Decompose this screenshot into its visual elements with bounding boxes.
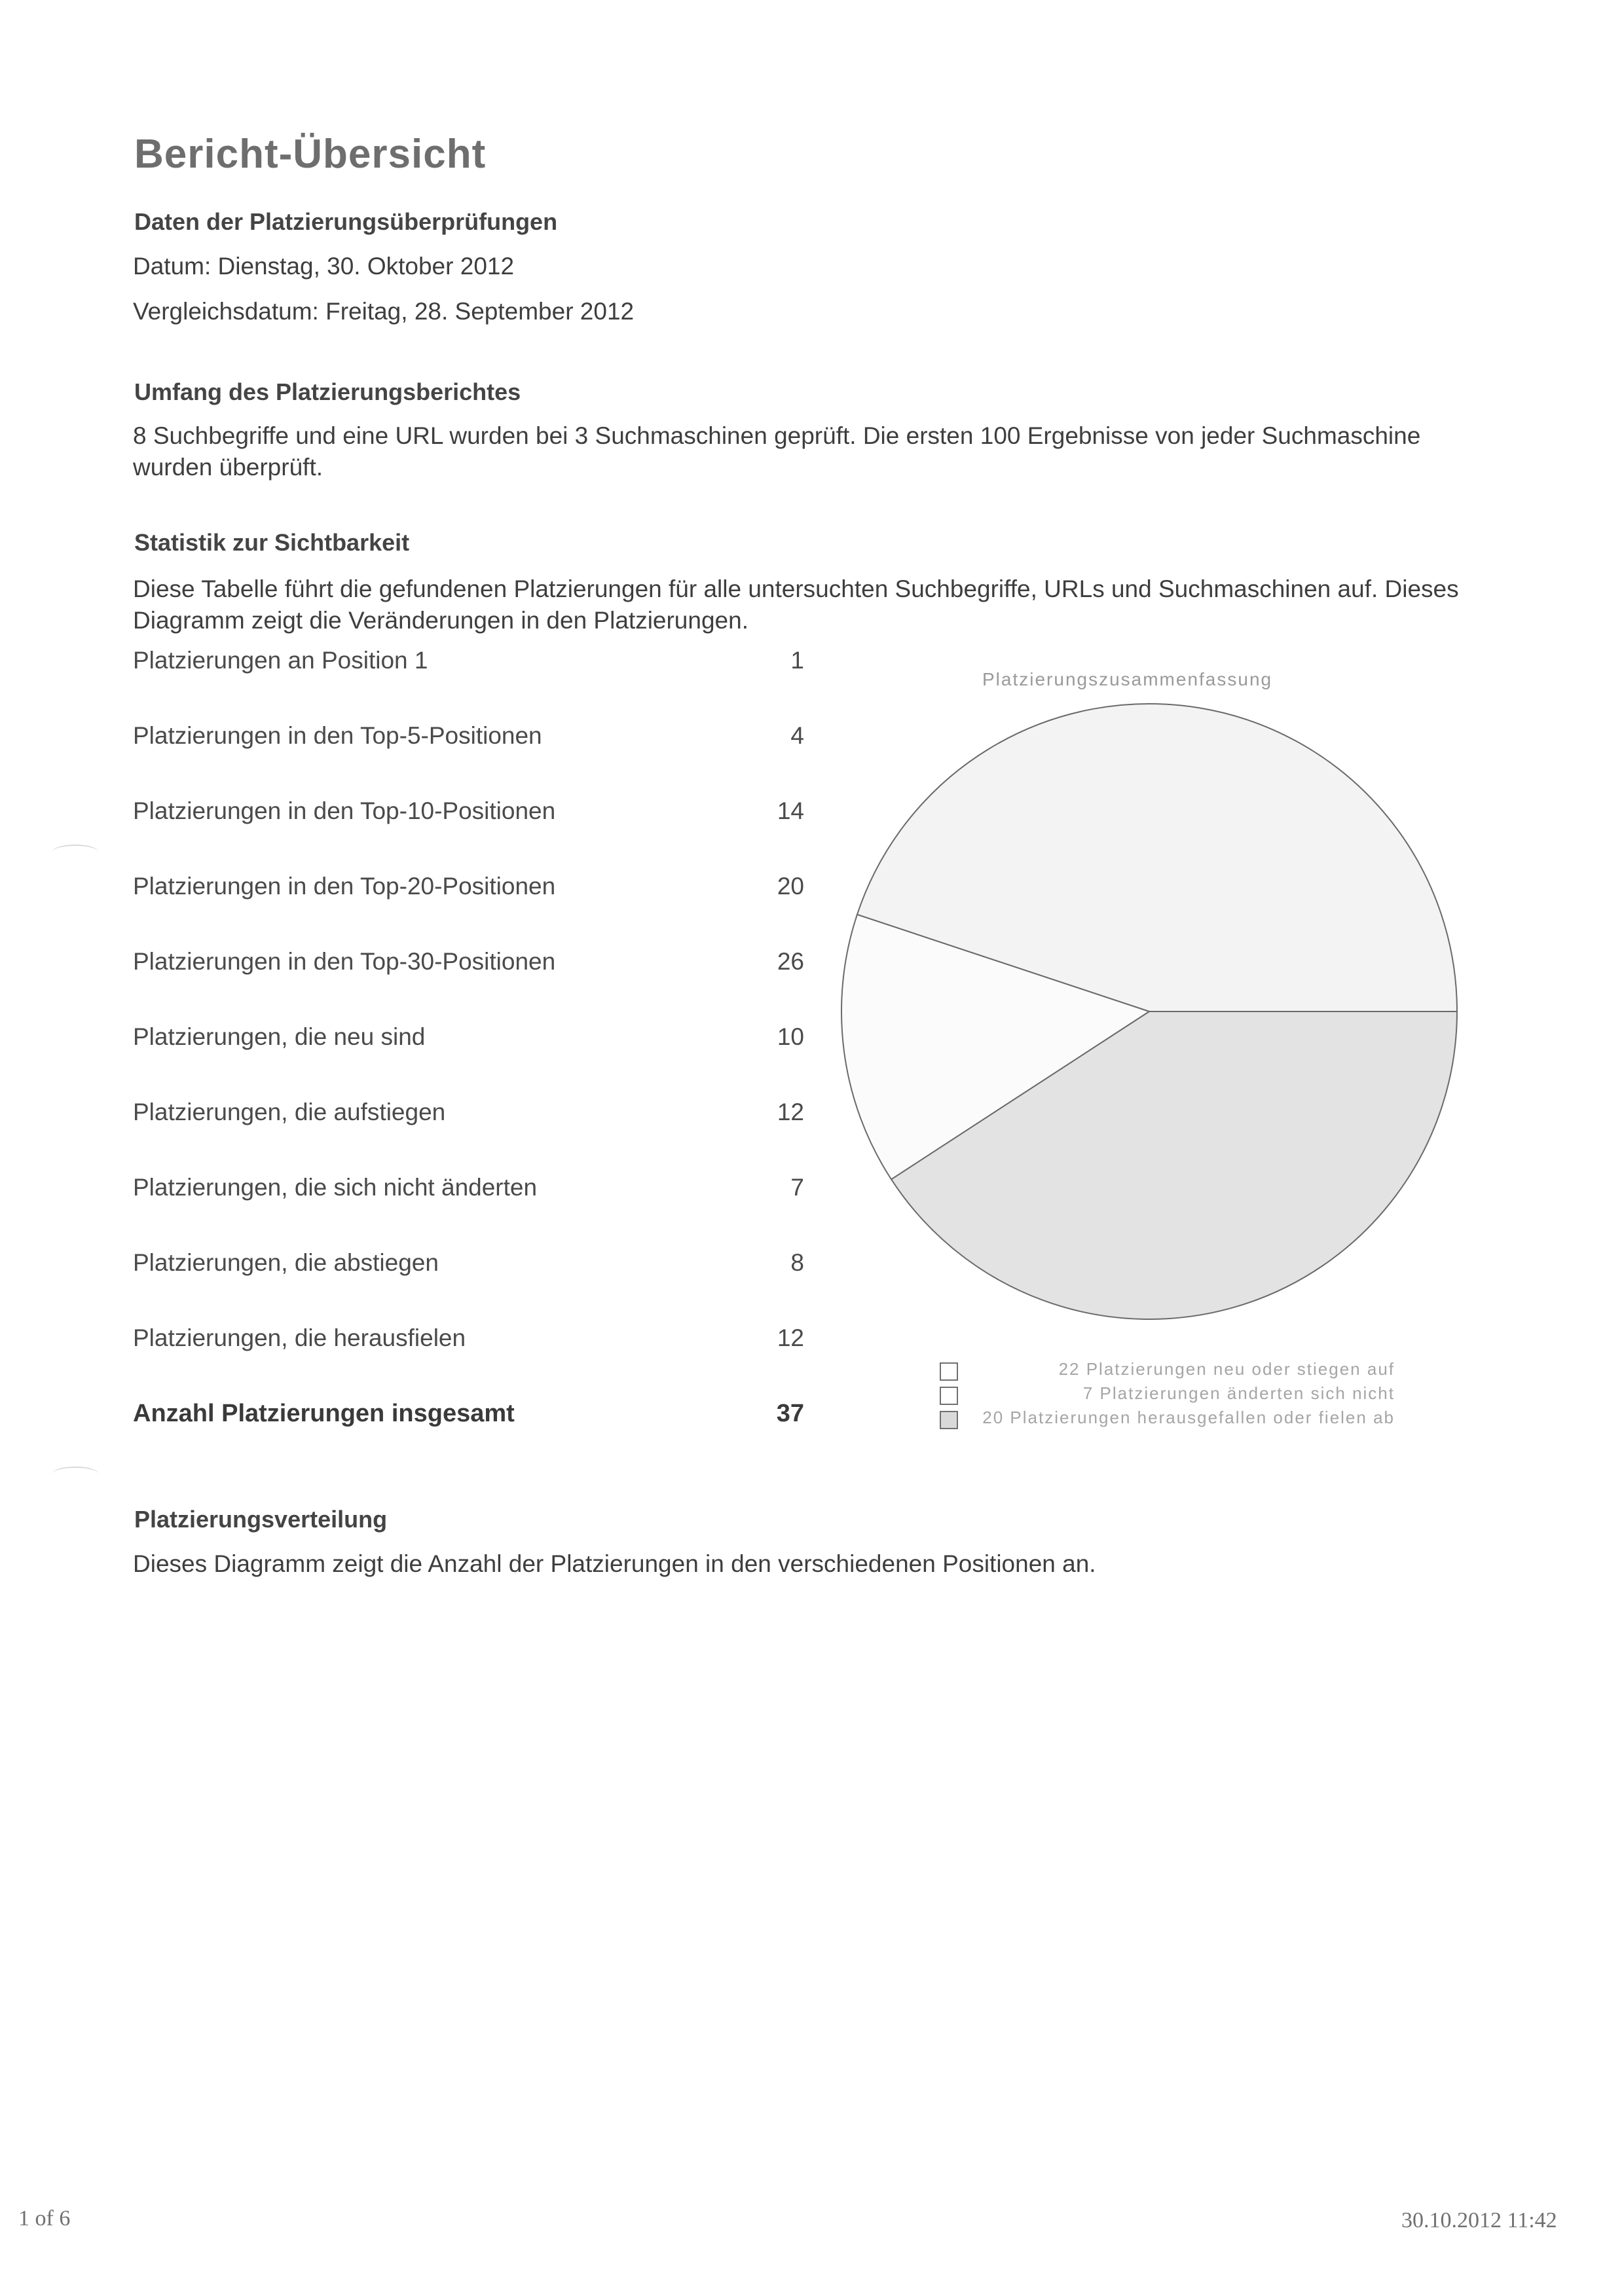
legend-label: 7 Platzierungen änderten sich nicht <box>1082 1383 1395 1403</box>
placement-data-heading: Daten der Platzierungsüberprüfungen <box>134 208 558 235</box>
stat-value: 20 <box>777 873 804 900</box>
report-date: Datum: Dienstag, 30. Oktober 2012 <box>133 253 515 280</box>
visibility-text: Diese Tabelle führt die gefundenen Platzierungen für alle untersuchten Suchbegriffe, URLs und Suchmaschinen auf. Dieses Diagramm zeigt die Veränderungen in den Platzierungen. <box>133 575 1459 634</box>
stat-label: Platzierungen in den Top-10-Positionen <box>133 797 556 824</box>
scope-heading: Umfang des Platzierungsberichtes <box>134 378 521 405</box>
stat-value: 7 <box>790 1174 804 1201</box>
legend-label: 20 Platzierungen herausgefallen oder fielen ab <box>982 1408 1395 1427</box>
stat-label: Platzierungen an Position 1 <box>133 647 428 674</box>
page-number: 1 of 6 <box>18 2206 71 2231</box>
legend-label: 22 Platzierungen neu oder stiegen auf <box>1058 1359 1395 1379</box>
scope-text: 8 Suchbegriffe und eine URL wurden bei 3 Suchmaschinen geprüft. Die ersten 100 Ergebnisse von jeder Suchmaschine wurden überprüft. <box>133 422 1421 481</box>
pie-chart <box>832 694 1467 1329</box>
stat-label: Platzierungen, die sich nicht änderten <box>133 1174 538 1201</box>
total-value: 37 <box>776 1400 804 1427</box>
distribution-text: Dieses Diagramm zeigt die Anzahl der Platzierungen in den verschiedenen Positionen an. <box>133 1550 1096 1577</box>
stat-label: Platzierungen, die abstiegen <box>133 1249 439 1276</box>
print-timestamp: 30.10.2012 11:42 <box>1401 2208 1557 2232</box>
chart-title: Platzierungszusammenfassung <box>982 669 1273 689</box>
stat-label: Platzierungen, die aufstiegen <box>133 1099 446 1125</box>
stat-label: Platzierungen in den Top-5-Positionen <box>133 722 542 749</box>
stat-label: Platzierungen, die neu sind <box>133 1023 426 1050</box>
stat-label: Platzierungen, die herausfielen <box>133 1324 466 1351</box>
stat-value: 10 <box>777 1023 804 1050</box>
stat-value: 12 <box>777 1099 804 1125</box>
stat-label: Platzierungen in den Top-30-Positionen <box>133 948 556 975</box>
stat-value: 4 <box>790 722 804 749</box>
page-title: Bericht-Übersicht <box>134 132 487 177</box>
scan-artifact <box>52 1467 98 1481</box>
stat-value: 14 <box>777 797 804 824</box>
stat-value: 1 <box>790 647 804 674</box>
visibility-heading: Statistik zur Sichtbarkeit <box>134 529 410 556</box>
total-label: Anzahl Platzierungen insgesamt <box>133 1400 515 1427</box>
stat-label: Platzierungen in den Top-20-Positionen <box>133 873 556 900</box>
comparison-date: Vergleichsdatum: Freitag, 28. September 2012 <box>133 298 635 325</box>
stat-value: 8 <box>790 1249 804 1276</box>
stat-value: 12 <box>777 1324 804 1351</box>
stat-value: 26 <box>777 948 804 975</box>
distribution-heading: Platzierungsverteilung <box>134 1506 388 1533</box>
scan-artifact <box>52 845 98 859</box>
